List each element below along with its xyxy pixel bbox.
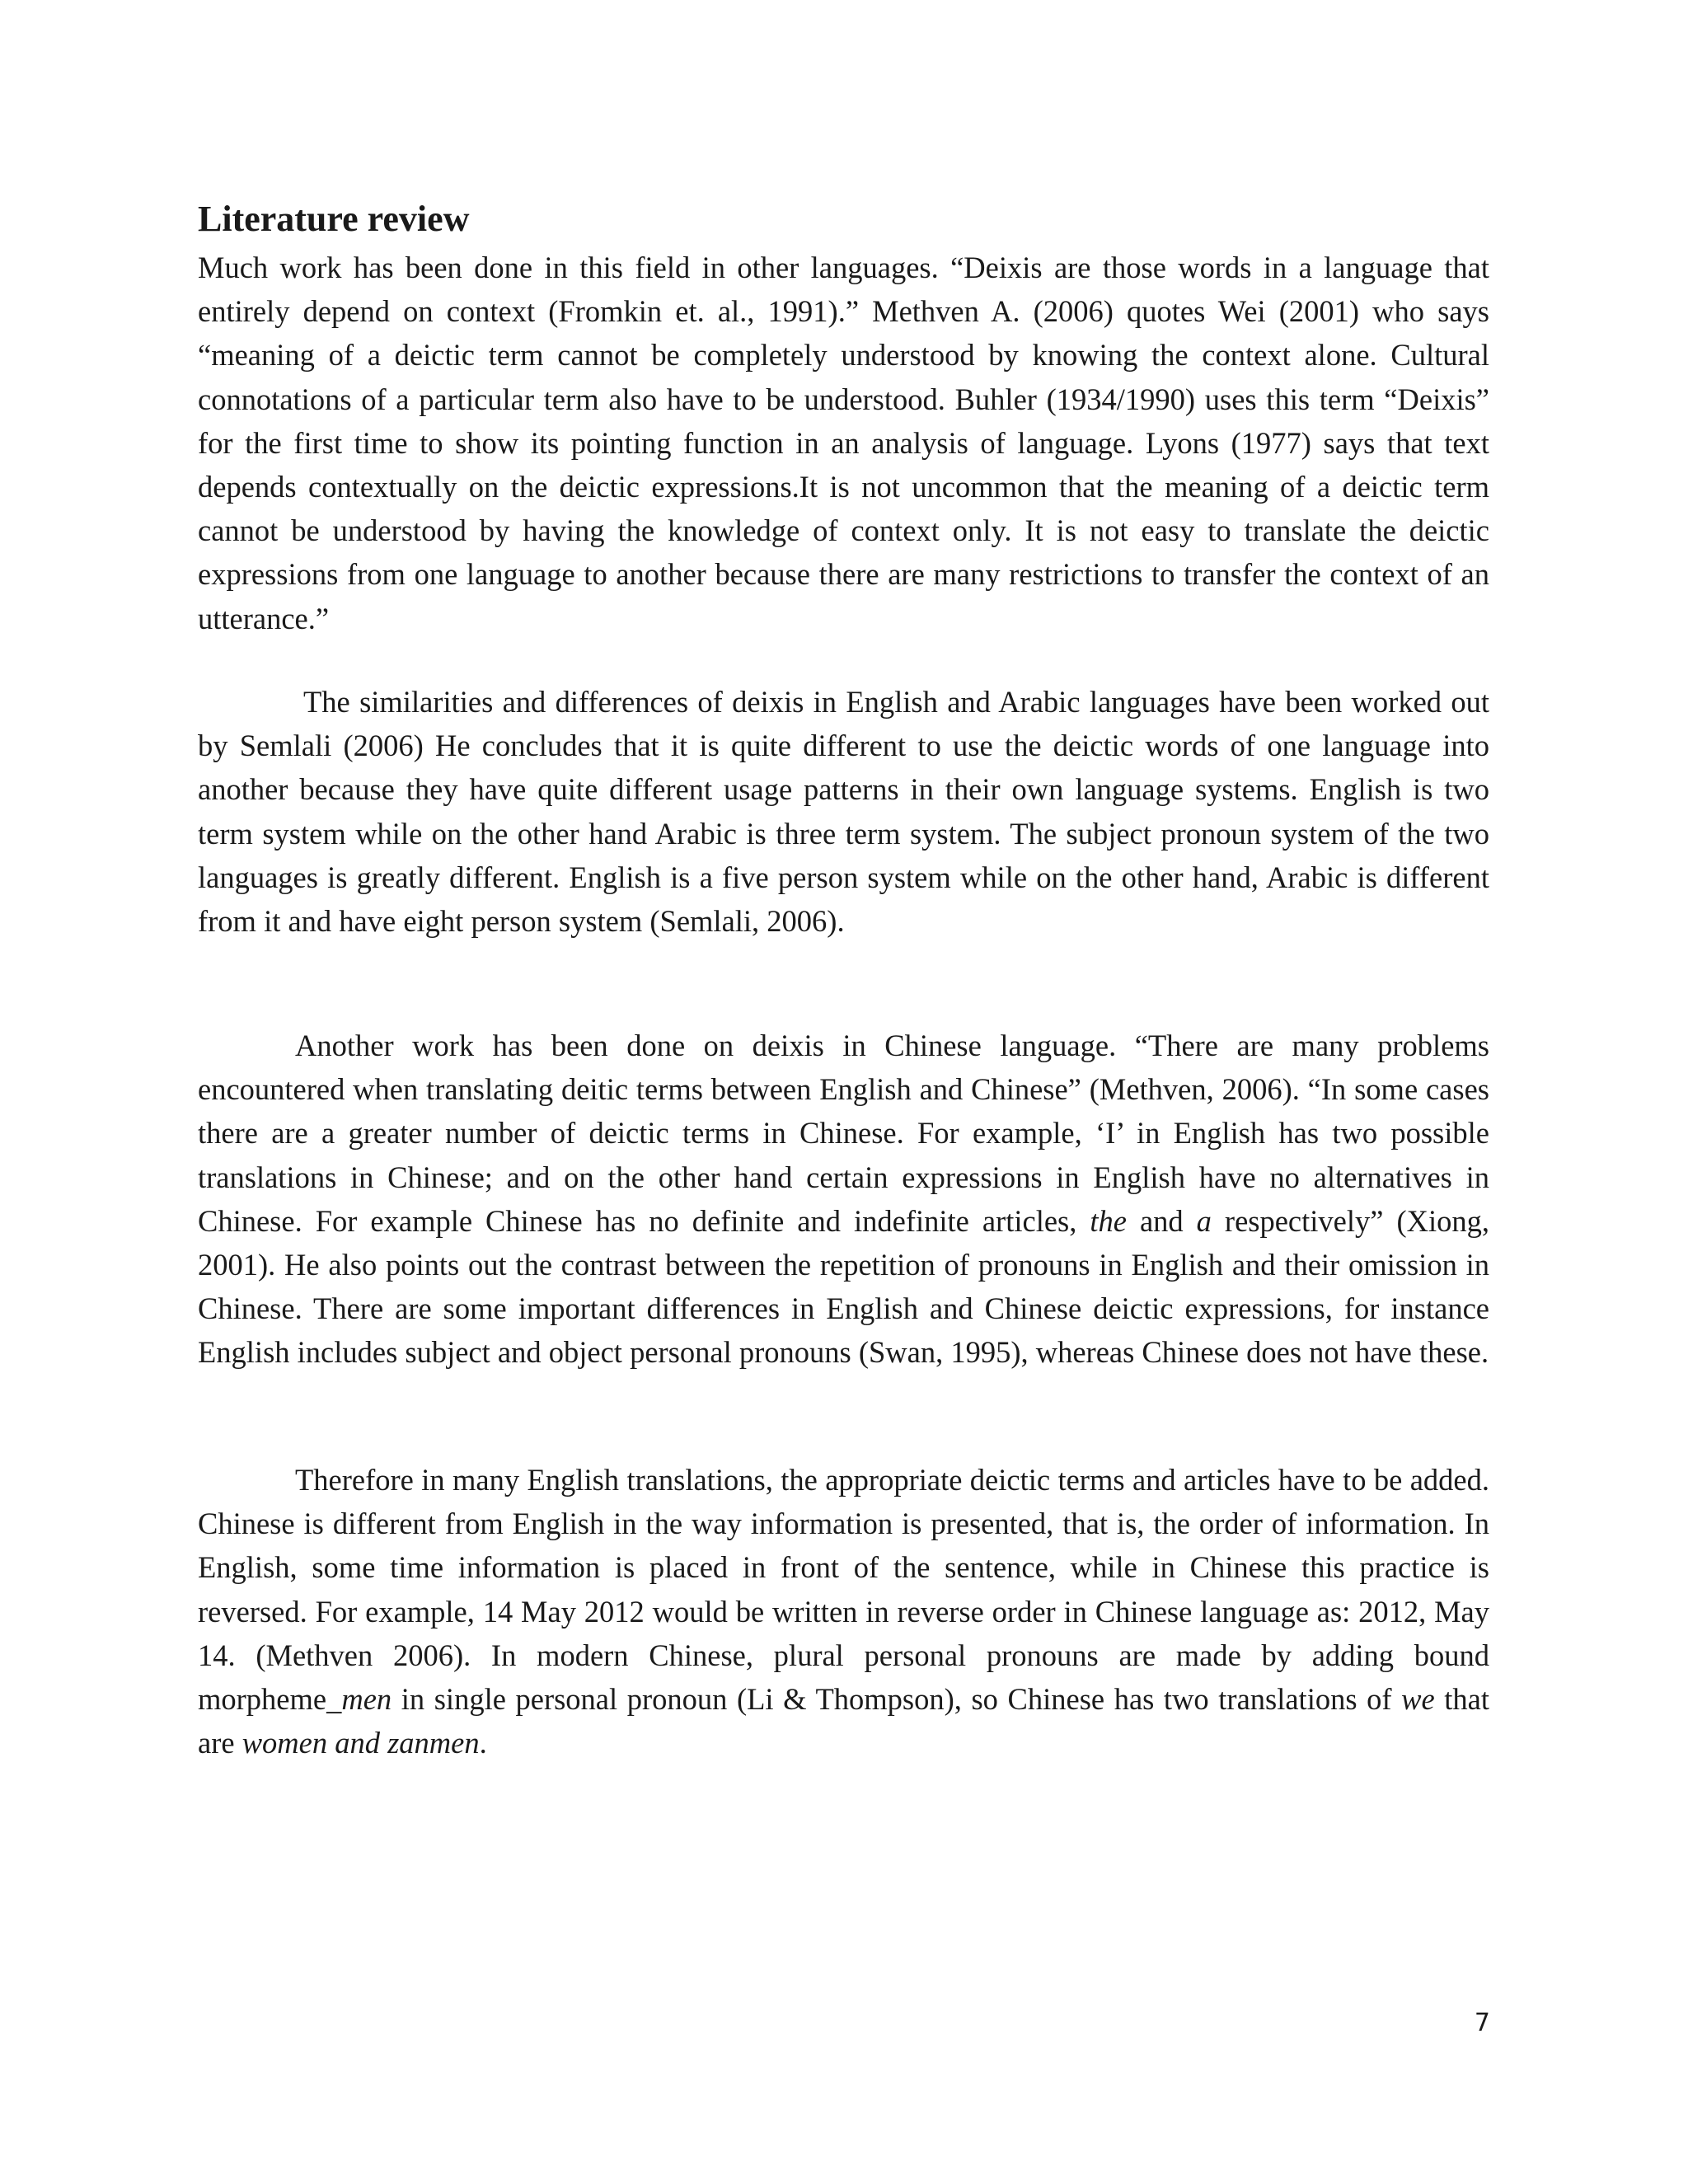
paragraph-3	[198, 1024, 1489, 1375]
italic-term-the: the	[1090, 1203, 1127, 1238]
italic-term-we: we	[1401, 1682, 1435, 1717]
italic-term-a: a	[1196, 1203, 1212, 1238]
paragraph-text: The similarities and differences of deixis in English and Arabic languages have been worked out by Semlali (2006) He concludes that it is quite different to use the deictic words of one language into another because they have quite different usage patterns in their own language systems. English is two term system while on the other hand Arabic is three term system. The subject pronoun system of the two languages is greatly different. English is a five person system while on the other hand, Arabic is different from it and have eight person system (Semlali, 2006).	[198, 685, 1489, 939]
paragraph-text: Another work has been done on deixis in Chinese language. “There are many problems encountered when translating deitic terms between English and Chinese” (Methven, 2006). “In some cases there are a greater number of deictic terms in Chinese. For example, ‘I’ in English has two possible translations in Chinese; and on the other hand certain expressions in English have no alternatives in Chinese. For example Chinese has no definite and indefinite articles,	[198, 1029, 1489, 1238]
paragraph-1	[198, 246, 1489, 640]
paragraph-2	[198, 680, 1489, 943]
italic-term-women-zanmen: women and zanmen	[241, 1726, 480, 1760]
paragraph-text: and	[1126, 1203, 1197, 1238]
paragraph-text: respectively” (Xiong, 2001). He also points out the contrast between the repetition of pronouns in English and their omission in Chinese. There are some important differences in English and Chinese deictic expressions, for instance English includes subject and object personal pronouns (Swan, 1995), whereas Chinese does not have these.	[198, 1203, 1489, 1370]
paragraph-text: Therefore in many English translations, the appropriate deictic terms and articles have to be added. Chinese is different from English in the way information is presented, that is, the order of information. In English, some time information is placed in front of the sentence, while in Chinese this practice is reversed. For example, 14 May 2012 would be written in reverse order in Chinese language as: 2012, May 14. (Methven 2006). In modern Chinese, plural personal pronouns are made by adding bound morpheme	[198, 1463, 1489, 1717]
section-heading: Literature review	[198, 199, 470, 239]
page-number: 7	[1474, 2008, 1490, 2037]
paragraph-text: .	[479, 1726, 487, 1760]
italic-term-men: _men	[326, 1682, 392, 1717]
paragraph-text: Much work has been done in this field in other languages. “Deixis are those words in a language that entirely depend on context (Fromkin et. al., 1991).” Methven A. (2006) quotes Wei (2001) who says “meaning of a deictic term cannot be completely understood by knowing the context alone. Cultural connotations of a particular term also have to be understood. Buhler (1934/1990) uses this term “Deixis” for the first time to show its pointing function in an analysis of language. Lyons (1977) says that text depends contextually on the deictic expressions.It is not uncommon that the meaning of a deictic term cannot be understood by having the knowledge of context only. It is not easy to translate the deictic expressions from one language to another because there are many restrictions to transfer the context of an utterance.”	[198, 251, 1489, 635]
paragraph-text: that are	[198, 1682, 1490, 1760]
paragraph-4	[198, 1458, 1489, 1765]
paragraph-text: in single personal pronoun (Li & Thompson), so Chinese has two translations of	[392, 1682, 1402, 1717]
